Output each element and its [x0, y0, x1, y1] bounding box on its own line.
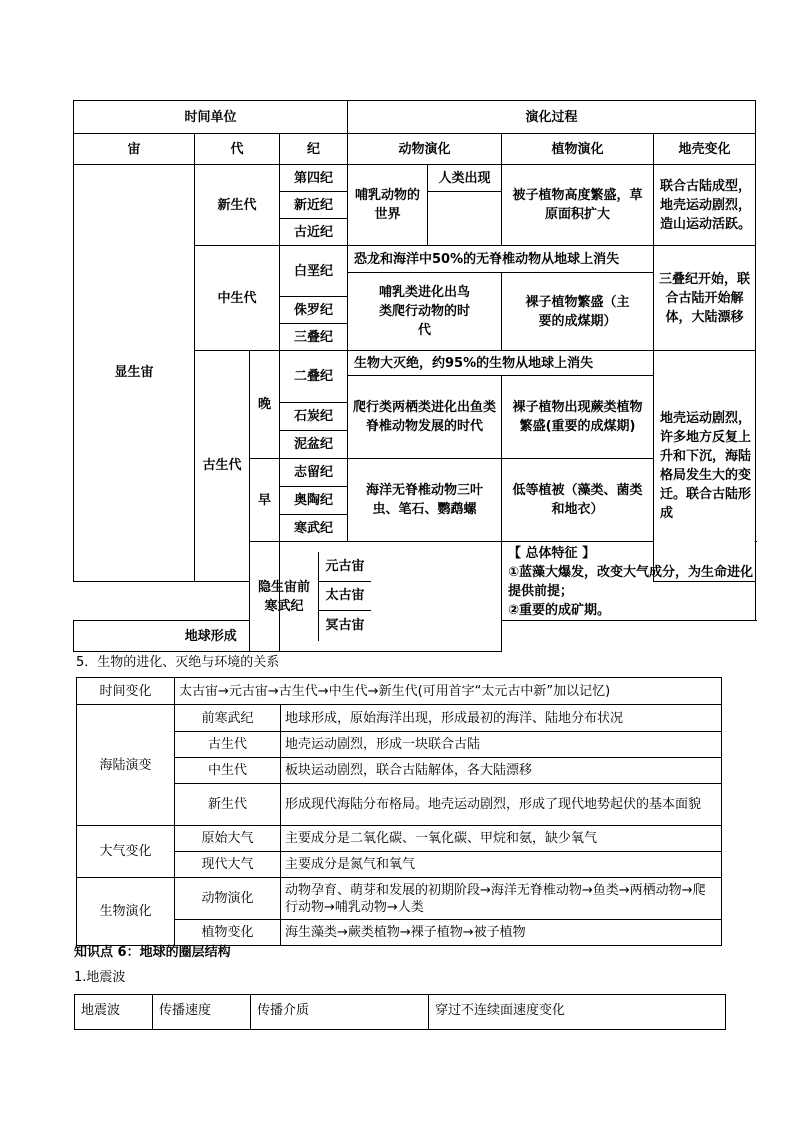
- period-jurassic: 侏罗纪: [280, 297, 348, 324]
- modern-atmos-label: 现代大气: [175, 852, 281, 878]
- primitive-atmos-label: 原始大气: [175, 826, 281, 852]
- precambrian-feature-1: ①蓝藻大爆发，改变大气成分，为生命进化提供前提；: [508, 565, 754, 599]
- mesozoic-extinction: 恐龙和海洋中50%的无脊椎动物从地球上消失: [348, 246, 654, 273]
- paleozoic-early-animal: 海洋无脊椎动物三叶虫、笔石、鹦鹉螺: [348, 459, 502, 542]
- col-seismic-wave: 地震波: [75, 995, 153, 1030]
- eon-proterozoic: 元古宙: [319, 552, 372, 581]
- header-crust: 地壳变化: [654, 134, 756, 165]
- col-medium: 传播介质: [251, 995, 429, 1030]
- precambrian-feature-2: ②重要的成矿期。: [508, 603, 611, 618]
- paleozoic-late-plant: 裸子植物出现蕨类植物繁盛(重要的成煤期): [502, 376, 654, 459]
- paleozoic-late: 晚: [250, 351, 280, 459]
- mesozoic-label: 中生代: [175, 758, 281, 784]
- mesozoic-plant: 裸子植物繁盛（主要的成煤期）: [502, 273, 654, 351]
- era-cenozoic: 新生代: [195, 165, 280, 246]
- precambrian-title: 【 总体特征 】: [508, 546, 596, 561]
- section-5-heading: 5．生物的进化、灭绝与环境的关系: [76, 655, 280, 670]
- period-quaternary: 第四纪: [280, 165, 348, 192]
- era-mesozoic: 中生代: [195, 246, 280, 351]
- primitive-atmos-desc: 主要成分是二氧化碳、一氧化碳、甲烷和氨，缺少氧气: [281, 826, 722, 852]
- period-triassic: 三叠纪: [280, 324, 348, 351]
- precambrian-features: [502, 542, 756, 621]
- mesozoic-crust: 三叠纪开始，联合古陆开始解体，大陆漂移: [654, 246, 756, 351]
- sea-land-label: 海陆演变: [77, 705, 175, 826]
- header-plant: 植物演化: [502, 134, 654, 165]
- plant-change-label: 植物变化: [175, 920, 281, 946]
- header-eon: 宙: [74, 134, 195, 165]
- precambrian-label: 前寒武纪: [175, 705, 281, 732]
- period-neogene: 新近纪: [280, 192, 348, 219]
- evolution-environment-table: [76, 677, 722, 946]
- paleozoic-desc: 地壳运动剧烈，形成一块联合古陆: [281, 732, 722, 758]
- period-ordovician: 奥陶纪: [280, 487, 348, 515]
- period-cambrian: 寒武纪: [280, 515, 348, 542]
- subheading-seismic-waves: 1.地震波: [74, 970, 126, 985]
- paleozoic-late-animal: 爬行类两栖类进化出鱼类脊椎动物发展的时代: [348, 376, 502, 459]
- era-paleozoic: 古生代: [195, 351, 250, 582]
- period-permian: 二叠纪: [280, 351, 348, 403]
- period-devonian: 泥盆纪: [280, 431, 348, 459]
- precambrian-desc: 地球形成，原始海洋出现，形成最初的海洋、陆地分布状况: [281, 705, 722, 732]
- animal-evolution-label: 动物演化: [175, 878, 281, 920]
- mesozoic-animal: 哺乳类进化出鸟类爬行动物的时代: [348, 273, 502, 351]
- eon-hadean: 冥古宙: [325, 618, 365, 634]
- mesozoic-desc: 板块运动剧烈，联合古陆解体，各大陆漂移: [281, 758, 722, 784]
- col-speed: 传播速度: [153, 995, 251, 1030]
- period-carboniferous: 石炭纪: [280, 403, 348, 431]
- bio-evolution-label: 生物演化: [77, 878, 175, 946]
- cenozoic-human-blank: [428, 192, 502, 246]
- paleozoic-early-plant: 低等植被（藻类、菌类和地衣）: [502, 459, 654, 542]
- period-cretaceous: 白垩纪: [280, 246, 348, 297]
- modern-atmos-desc: 主要成分是氮气和氧气: [281, 852, 722, 878]
- plant-change-desc: 海生藻类→蕨类植物→裸子植物→被子植物: [281, 920, 722, 946]
- atmosphere-label: 大气变化: [77, 826, 175, 878]
- cenozoic-desc: 形成现代海陆分布格局。地壳运动剧烈，形成了现代地势起伏的基本面貌: [281, 784, 722, 826]
- period-silurian: 志留纪: [280, 459, 348, 487]
- header-era: 代: [195, 134, 280, 165]
- cenozoic-crust: 联合古陆成型，地壳运动剧烈，造山运动活跃。: [654, 165, 756, 246]
- period-paleogene: 古近纪: [280, 219, 348, 246]
- cenozoic-human: 人类出现: [428, 165, 502, 192]
- header-period: 纪: [280, 134, 348, 165]
- col-discontinuity-change: 穿过不连续面速度变化: [429, 995, 726, 1030]
- earth-formation: 地球形成: [74, 621, 348, 652]
- header-evolution: 演化过程: [348, 101, 756, 134]
- eon-archean: 太古宙: [319, 581, 372, 610]
- seismic-wave-table: [74, 994, 726, 1030]
- geologic-time-table: [73, 100, 756, 652]
- eon-phanerozoic: 显生宙: [74, 165, 195, 582]
- cenozoic-plant: 被子植物高度繁盛，草原面积扩大: [502, 165, 654, 246]
- header-animal: 动物演化: [348, 134, 502, 165]
- time-change-label: 时间变化: [77, 678, 175, 705]
- paleozoic-early: 早: [250, 459, 280, 542]
- knowledge-point-6: 知识点 6：地球的圈层结构: [74, 945, 231, 960]
- paleozoic-crust: 地壳运动剧烈，许多地方反复上升和下沉，海陆格局发生大的变迁。联合古陆形成: [654, 351, 756, 582]
- paleozoic-label: 古生代: [175, 732, 281, 758]
- cenozoic-label: 新生代: [175, 784, 281, 826]
- animal-evolution-desc: 动物孕育、萌芽和发展的初期阶段→海洋无脊椎动物→鱼类→两栖动物→爬行动物→哺乳动物→人类: [281, 878, 722, 920]
- header-time-unit: 时间单位: [74, 101, 348, 134]
- cryptozoic-label: 隐生宙前寒武纪: [250, 552, 319, 641]
- cenozoic-animal: 哺乳动物的世界: [348, 165, 428, 246]
- paleozoic-extinction: 生物大灭绝，约95%的生物从地球上消失: [348, 351, 654, 376]
- time-change-seq: 太古宙→元古宙→古生代→中生代→新生代(可用首字“太元古中新”加以记忆): [175, 678, 722, 705]
